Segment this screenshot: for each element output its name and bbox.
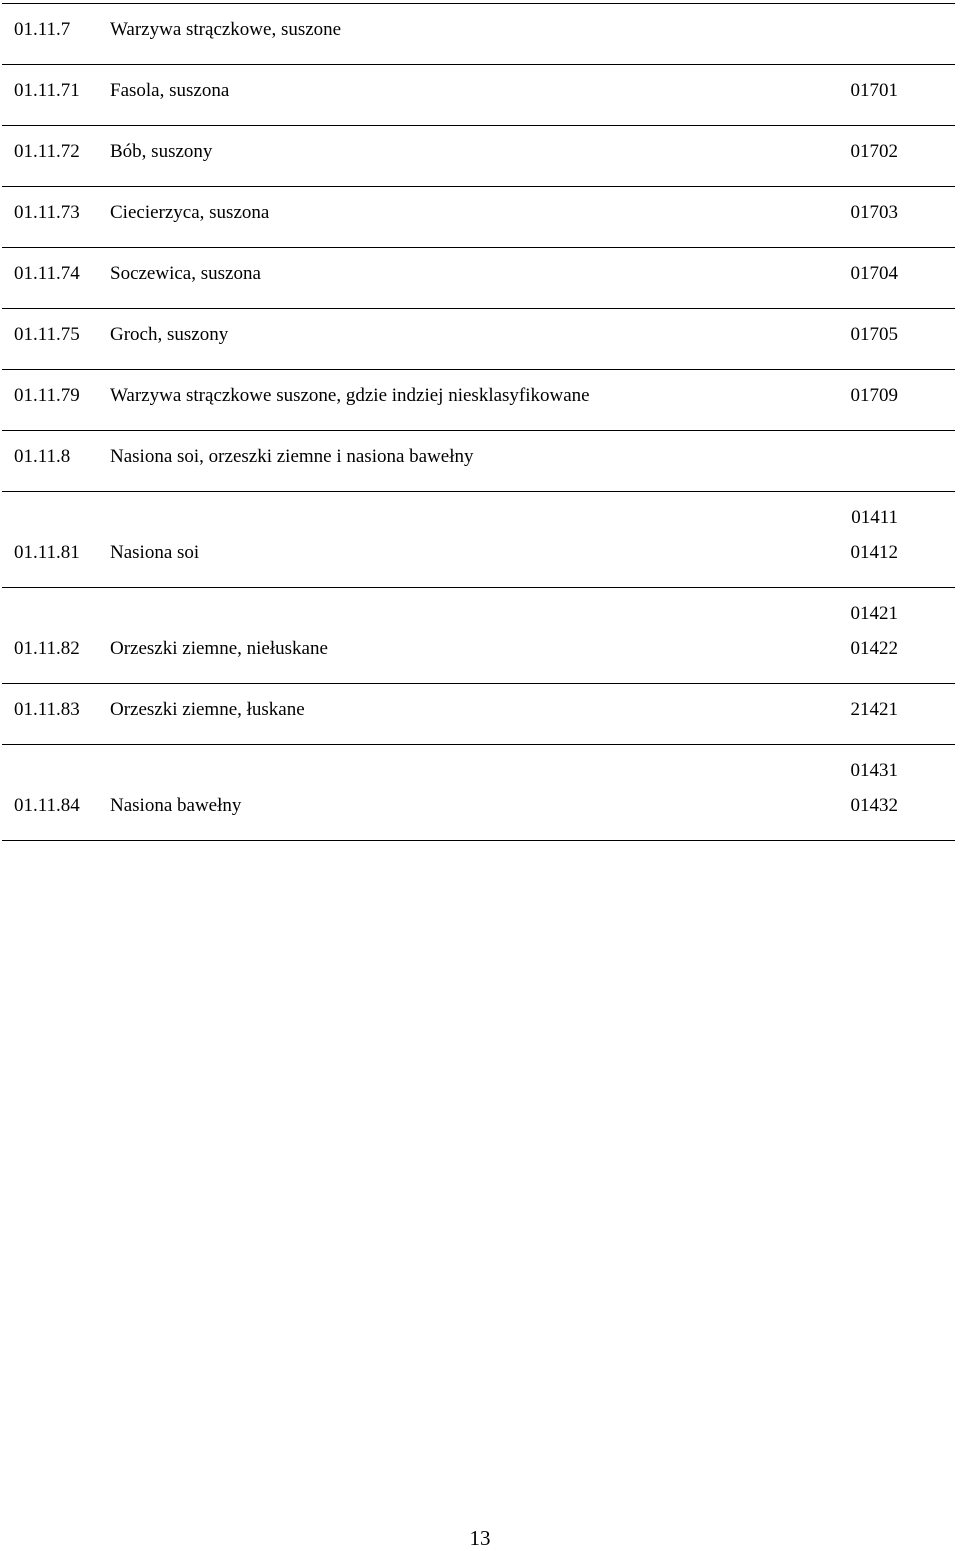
table-row (2, 309, 955, 370)
row-cpc-codes (851, 760, 899, 830)
row-name: Ciecierzyca, suszona (110, 202, 270, 223)
table-row (2, 745, 955, 841)
row-code: 01.11.73 (14, 202, 80, 223)
row-cpc-code: 01421 (850, 603, 898, 624)
table-row (2, 588, 955, 684)
row-cpc-code: 21421 (850, 699, 898, 720)
row-cpc-code: 01411 (851, 507, 898, 528)
row-name: Soczewica, suszona (110, 263, 261, 284)
table-row (2, 684, 955, 745)
row-code: 01.11.72 (14, 141, 80, 162)
row-code: 01.11.7 (14, 19, 71, 40)
row-cpc-code: 01704 (850, 263, 898, 284)
row-code: 01.11.79 (14, 385, 80, 406)
row-name: Orzeszki ziemne, łuskane (110, 699, 305, 720)
table-row (2, 370, 955, 431)
row-code: 01.11.71 (14, 80, 80, 101)
classification-table (2, 3, 955, 841)
row-name: Orzeszki ziemne, niełuskane (110, 638, 328, 659)
row-name: Warzywa strączkowe suszone, gdzie indziej niesklasyfikowane (110, 385, 590, 406)
row-code: 01.11.8 (14, 446, 71, 467)
row-cpc-codes (851, 603, 899, 673)
row-cpc-code: 01705 (850, 324, 898, 345)
row-cpc-codes (851, 507, 899, 577)
row-cpc-code: 01412 (850, 542, 898, 563)
table-row (2, 65, 955, 126)
table-row (2, 248, 955, 309)
row-name: Fasola, suszona (110, 80, 230, 101)
row-cpc-code: 01709 (850, 385, 898, 406)
row-code: 01.11.74 (14, 263, 80, 284)
row-cpc-code: 01432 (850, 795, 898, 816)
table-row (2, 431, 955, 492)
table-row (2, 126, 955, 187)
row-cpc-code: 01431 (850, 760, 898, 781)
row-cpc-code: 01703 (850, 202, 898, 223)
table-row (2, 4, 955, 65)
row-name: Groch, suszony (110, 324, 229, 345)
row-name: Nasiona bawełny (110, 795, 242, 816)
row-code: 01.11.82 (14, 638, 80, 659)
row-name: Nasiona soi (110, 542, 200, 563)
table-row (2, 187, 955, 248)
row-code: 01.11.83 (14, 699, 80, 720)
row-cpc-code: 01702 (850, 141, 898, 162)
row-name: Bób, suszony (110, 141, 213, 162)
row-code: 01.11.84 (14, 795, 80, 816)
row-code: 01.11.81 (14, 542, 80, 563)
row-cpc-code: 01701 (850, 80, 898, 101)
page-number: 13 (469, 1526, 491, 1550)
table-row (2, 492, 955, 588)
row-cpc-code: 01422 (850, 638, 898, 659)
row-name: Nasiona soi, orzeszki ziemne i nasiona bawełny (110, 446, 474, 467)
row-name: Warzywa strączkowe, suszone (110, 19, 342, 40)
row-code: 01.11.75 (14, 324, 80, 345)
